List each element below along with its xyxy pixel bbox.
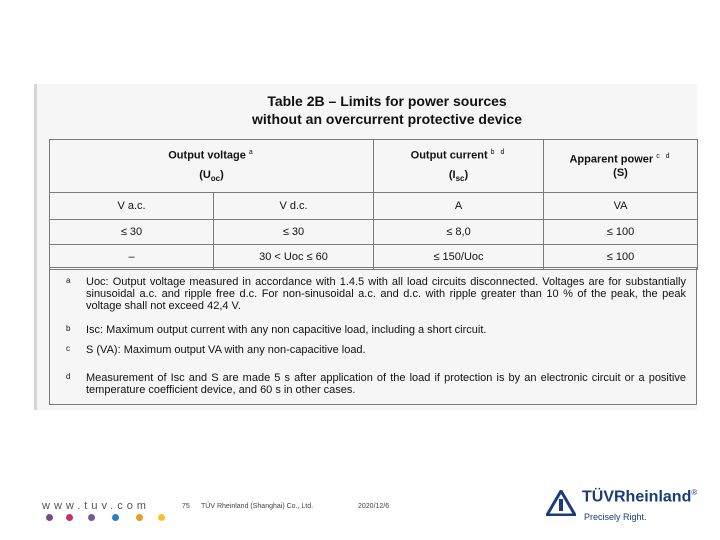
table-title [37, 92, 697, 128]
brand-name: TÜVRheinland® [582, 488, 698, 506]
dot-icon [112, 514, 119, 521]
tuv-logo [546, 488, 696, 528]
header-output-voltage: Output voltage $^a$ $(U_{oc})$ [50, 140, 374, 193]
unit-cell: V a.c. [50, 193, 214, 220]
table-cell: ≤ 100 [544, 220, 698, 245]
footnotes: a Uoc: Output voltage measured in accordance with 1.4.5 with all load circuits disconnected. Voltages are for substantially sinusoidal a.c. and ripple free d.c. For non-sinusoidal a.c. and d.c. with ripple greater than 10 % of the peak, the peak voltage shall not exceed 42,4 V. b Isc: Maximum output current with any non capacitive load, including a short circuit. c S (VA): Maximum output VA with any non-capacitive load. d Measurement of Isc and S are made 5 s after application of the load if protection is by an electronic circuit or a positive temperature coefficient device, and 60 s in other cases. [49, 267, 697, 405]
table-row [50, 245, 698, 270]
header-output-current: Output current $^{b d}$ $(I_{sc})$ [374, 140, 544, 193]
table-cell: ≤ 8,0 [374, 220, 544, 245]
dot-icon [88, 514, 95, 521]
table-cell: – [50, 245, 214, 270]
footer-url[interactable]: www.tuv.com [42, 500, 150, 512]
table-cell: ≤ 150/Uoc [374, 245, 544, 270]
brand-tagline: Precisely Right. [584, 512, 647, 522]
table-cell: ≤ 30 [214, 220, 374, 245]
footer-date: 2020/12/6 [358, 503, 390, 510]
footer-company: TÜV Rheinland (Shanghai) Co., Ltd. [201, 503, 314, 510]
table-title-line2: without an overcurrent protective device [252, 111, 522, 127]
unit-cell: V d.c. [214, 193, 374, 220]
table-cell: 30 < Uoc ≤ 60 [214, 245, 374, 270]
limits-table [49, 139, 698, 270]
table-cell: ≤ 100 [544, 245, 698, 270]
dot-icon [46, 514, 53, 521]
dot-icon [66, 514, 73, 521]
dot-icon [158, 514, 165, 521]
page-number: 75 [182, 503, 190, 510]
table-title-line1: Table 2B – Limits for power sources [267, 93, 507, 109]
unit-cell: VA [544, 193, 698, 220]
dot-icon [136, 514, 143, 521]
tuv-triangle-logo-icon [546, 490, 576, 516]
table-row [50, 220, 698, 245]
scanned-table-image [34, 84, 697, 410]
header-apparent-power: Apparent power $^{c d}$ (S) [544, 140, 698, 193]
table-cell: ≤ 30 [50, 220, 214, 245]
unit-cell: A [374, 193, 544, 220]
